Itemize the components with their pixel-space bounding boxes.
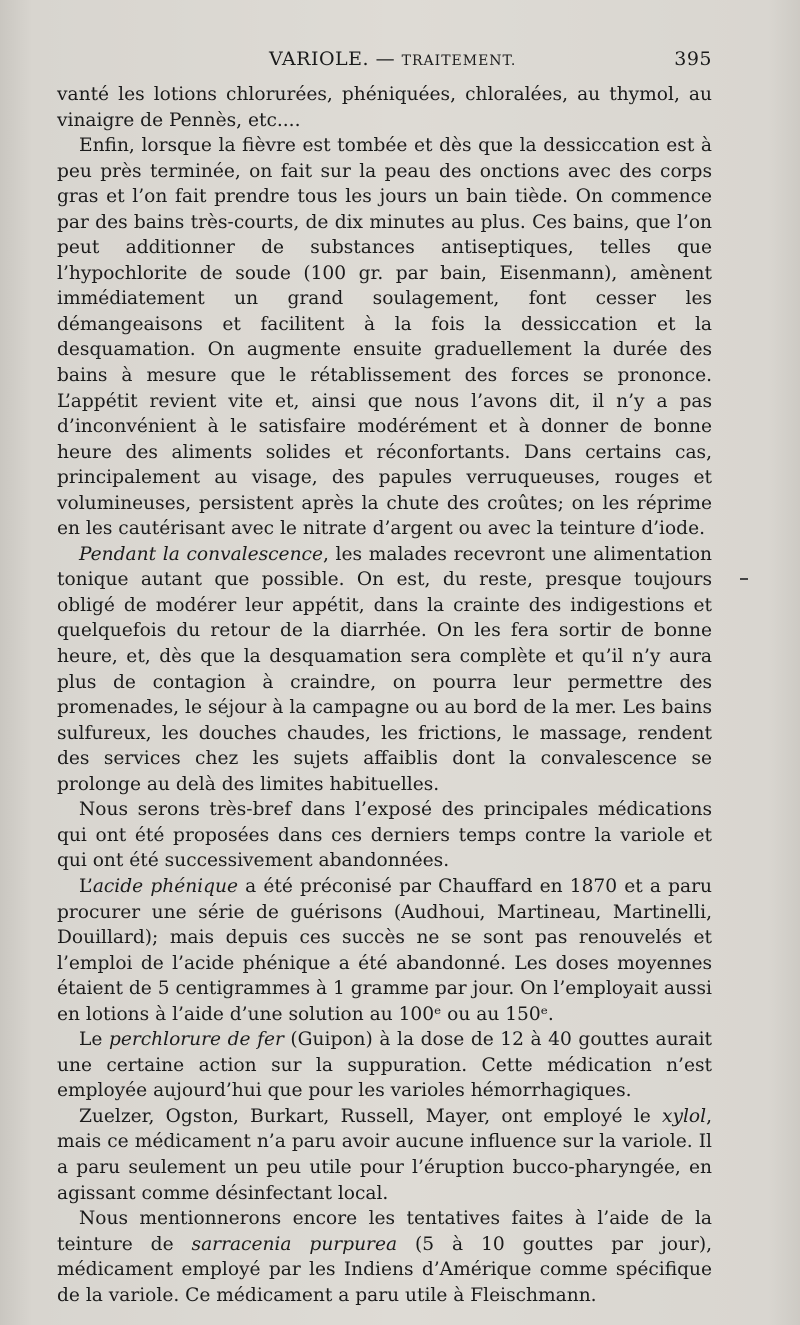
paragraph <box>57 1104 712 1206</box>
italic-term: perchlorure de fer <box>108 1029 284 1051</box>
paragraph <box>57 874 712 1027</box>
text-run: Nous mentionnerons encore les tentatives faites à l’aide de la teinture de <box>57 1208 712 1255</box>
text-run: , mais ce médicament n’a paru avoir aucune influence sur la variole. Il a paru seulement un peu utile pour l’éruption bucco-pharyngée, en agissant comme désinfectant local. <box>57 1105 712 1204</box>
text-run: vanté les lotions chlorurées, phéniquées, chloralées, au thymol, au vinaigre de Pennès, etc.... <box>57 84 712 131</box>
italic-term: xylol <box>661 1105 707 1127</box>
title-separator: — <box>375 48 396 70</box>
section-title: TRAITEMENT. <box>401 53 517 69</box>
text-run: Zuelzer, Ogston, Burkart, Russell, Mayer, ont employé le <box>79 1105 662 1127</box>
text-run: , les malades recevront une alimentation tonique autant que possible. On est, du reste, presque toujours obligé de modérer leur appétit, dans la crainte des indigestions et quelquefois du retour de la diarrhée. On les fera sortir de bonne heure, et, dès que la desquamation sera complète et qu’il n’y aura plus de contagion à craindre, on pourra leur permettre des promenades, le séjour à la campagne ou au bord de la mer. Les bains sulfureux, les douches chaudes, les frictions, le massage, rendent des services chez les sujets affaiblis dont la convalescence se prolonge au delà des limites habituelles. <box>57 543 713 795</box>
paragraph <box>57 133 712 542</box>
italic-term: Pendant la convalescence <box>79 543 323 565</box>
text-run: (Guipon) à la dose de 12 à 40 gouttes aurait une certaine action sur la suppuration. Cette médication n’est employée aujourd’hui que pour les varioles hémorrhagiques. <box>57 1029 713 1102</box>
text-run: Le <box>79 1029 109 1051</box>
paragraph <box>57 82 712 133</box>
page-number: 395 <box>674 48 712 70</box>
paragraph <box>57 1206 712 1308</box>
paragraph <box>57 1027 712 1104</box>
italic-term: acide phénique <box>92 875 239 897</box>
paragraph <box>57 542 712 797</box>
chapter-title: VARIOLE. <box>269 48 370 70</box>
running-head <box>57 46 712 82</box>
paragraph <box>57 797 712 874</box>
italic-term: sarracenia purpurea <box>191 1233 398 1255</box>
text-run: L’ <box>79 875 93 897</box>
margin-mark <box>740 578 748 580</box>
text-run: Enfin, lorsque la fièvre est tombée et dès que la dessiccation est à peu près terminée, on fait sur la peau des onctions avec des corps gras et l’on fait prendre tous les jours un bain tiède. On commence par des bains très-courts, de dix minutes au plus. Ces bains, que l’on peut additionner de substances antiseptiques, telles que l’hypochlorite de soude (100 gr. par bain, Eisenmann), amènent immédiatement un grand soulagement, font cesser les démangeaisons et facilitent à la fois la dessiccation et la desquamation. On augmente ensuite graduellement la durée des bains à mesure que le rétablissement des forces se prononce. L’appétit revient vite et, ainsi que nous l’avons dit, il n’y a pas d’inconvénient à le satisfaire modérément et à donner de bonne heure des aliments solides et réconfortants. Dans certains cas, principalement au visage, des papules verruqueuses, rouges et volumineuses, persistent après la chute des croûtes; on les réprime en les cautérisant avec le nitrate d’argent ou avec la teinture d’iode. <box>57 135 712 540</box>
body-text <box>57 82 712 1308</box>
text-run: (5 à 10 gouttes par jour), médicament employé par les Indiens d’Amérique comme spécifique de la variole. Ce médicament a paru utile à Fleischmann. <box>57 1233 713 1306</box>
text-run: a été préconisé par Chauffard en 1870 et a paru procurer une série de guérisons (Audhoui, Martineau, Martinelli, Douillard); mais depuis ces succès ne se sont pas renouvelés et l’emploi de l’acide phénique a été abandonné. Les doses moyennes étaient de 5 centigrammes à 1 gramme par jour. On l’employait aussi en lotions à l’aide d’une solution au 100ᵉ ou au 150ᵉ. <box>57 875 712 1025</box>
text-run: Nous serons très-bref dans l’exposé des principales médications qui ont été proposées dans ces derniers temps contre la variole et qui ont été successivement abandonnées. <box>57 799 712 872</box>
running-title <box>269 48 516 70</box>
